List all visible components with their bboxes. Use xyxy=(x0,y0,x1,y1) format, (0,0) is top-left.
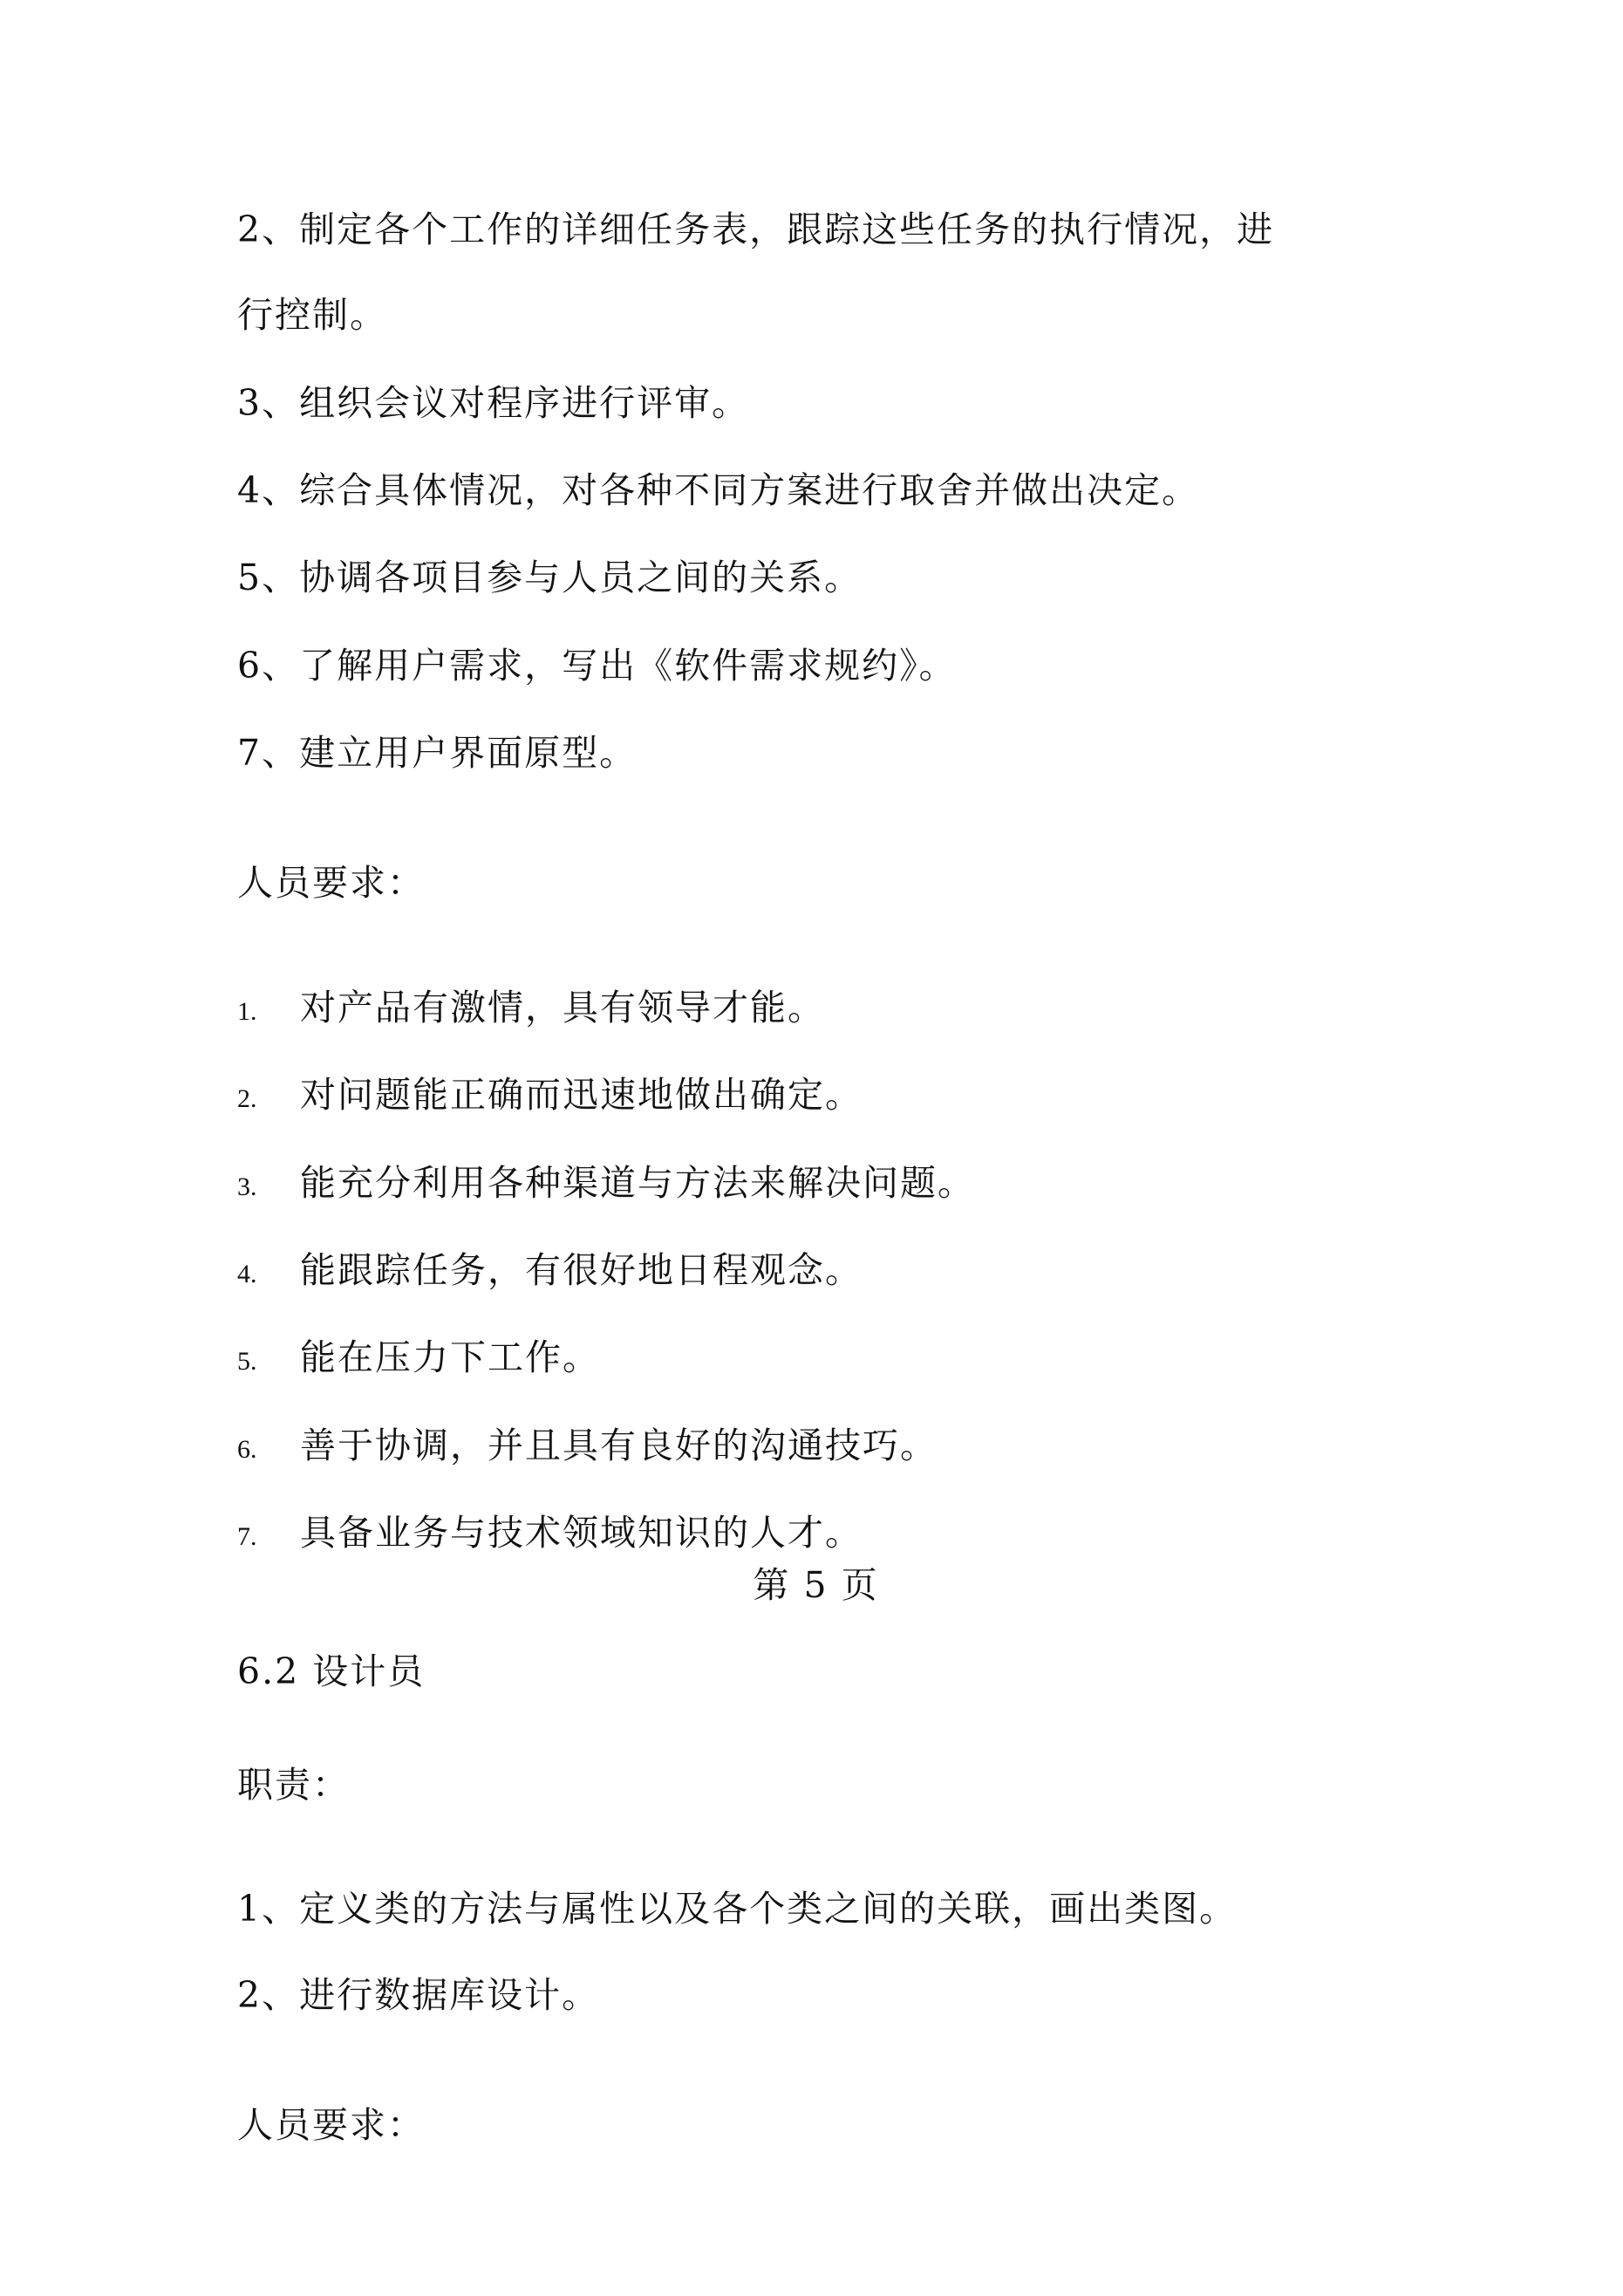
list-number: 4. xyxy=(237,1260,257,1288)
duty-item-5: 5、协调各项目参与人员之间的关系。 xyxy=(237,557,863,598)
requirement-item xyxy=(237,1161,975,1213)
requirement-item xyxy=(237,1248,863,1300)
duty-item-7: 7、建立用户界面原型。 xyxy=(237,732,638,774)
list-number: 5. xyxy=(237,1347,257,1376)
list-number: 2. xyxy=(237,1084,257,1113)
list-text: 能在压力下工作。 xyxy=(300,1336,600,1378)
requirements-heading: 人员要求： xyxy=(237,862,425,904)
requirement-item xyxy=(237,1336,600,1387)
duty-item-6: 6、了解用户需求，写出《软件需求规约》。 xyxy=(237,645,957,687)
list-number: 3. xyxy=(237,1172,257,1201)
list-text: 具备业务与技术领域知识的人才。 xyxy=(300,1512,863,1554)
requirement-item xyxy=(237,1511,863,1562)
list-text: 能充分利用各种渠道与方法来解决问题。 xyxy=(300,1162,975,1204)
section-heading-designer: 6.2 设计员 xyxy=(237,1650,426,1692)
list-number: 1. xyxy=(237,997,257,1026)
duty-item-3: 3、组织会议对程序进行评审。 xyxy=(237,382,750,424)
list-number: 7. xyxy=(237,1522,257,1551)
requirement-item xyxy=(237,986,825,1037)
duty-item-4: 4、综合具体情况，对各种不同方案进行取舍并做出决定。 xyxy=(237,469,1200,511)
list-text: 对问题能正确而迅速地做出确定。 xyxy=(300,1074,863,1116)
duty-item-2-line-2: 行控制。 xyxy=(237,294,387,336)
duty-item-2-line-1: 2、制定各个工作的详细任务表，跟踪这些任务的执行情况，进 xyxy=(237,208,1275,250)
designer-requirements-heading: 人员要求： xyxy=(237,2104,425,2146)
list-number: 6. xyxy=(237,1435,257,1464)
requirement-item xyxy=(237,1073,863,1124)
designer-duty-item-1: 1、定义类的方法与属性以及各个类之间的关联，画出类图。 xyxy=(237,1888,1238,1930)
list-text: 能跟踪任务，有很好地日程观念。 xyxy=(300,1249,863,1291)
list-text: 对产品有激情，具有领导才能。 xyxy=(300,987,825,1028)
page-number: 第 5 页 xyxy=(753,1564,879,1606)
duties-heading: 职责： xyxy=(237,1764,350,1806)
requirement-item xyxy=(237,1424,938,1475)
designer-duty-item-2: 2、进行数据库设计。 xyxy=(237,1974,600,2016)
list-text: 善于协调，并且具有良好的沟通技巧。 xyxy=(300,1425,938,1466)
